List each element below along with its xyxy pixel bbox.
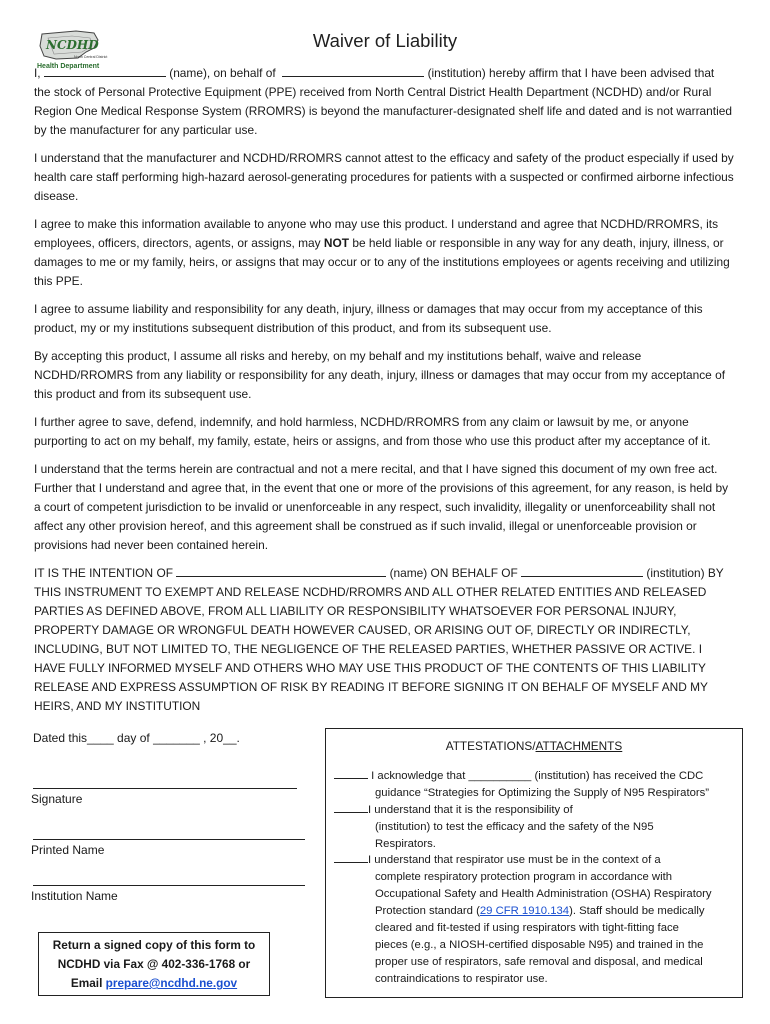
attestation-checkbox-2[interactable] (334, 801, 368, 813)
printed-name-label: Printed Name (31, 843, 105, 857)
name-blank[interactable] (44, 64, 166, 77)
paragraph-intention: IT IS THE INTENTION OF (name) ON BEHALF OF (institution) BY THIS INSTRUMENT TO EXEMPT AND RELEASE NCDHD/RROMRS AND ALL OTHER RELATED ENTITIES AND RELEASED PARTIES AS DEFINED ABOVE, FROM ALL LIABILITY OR RESPONSIBILITY WHATSOEVER FOR PERSONAL INJURY, PROPERTY DAMAGE OR WRONGFUL DEATH HOWEVER CAUSED, OR ARISING OUT OF, DIRECTLY OR INDIRECTLY, INCLUDING, BUT NOT LIMITED TO, THE NEGLIGENCE OF THE RELEASED PARTIES, WHETHER PASSIVE OR ACTIVE. I HAVE FULLY INFORMED MYSELF AND OTHERS WHO MAY USE THIS PRODUCT OF THE CONTENTS OF THIS LIABILITY RELEASE AND EXPRESS ASSUMPTION OF RISK BY READING IT BEFORE SIGNING IT ON BEHALF OF MYSELF AND MY HEIRS, AND MY INSTITUTION (34, 566, 724, 713)
attestations-box (325, 728, 743, 998)
paragraph-indemnify: I further agree to save, defend, indemnify, and hold harmless, NCDHD/RROMRS from any claim or lawsuit by me, or anyone purporting to act on my behalf, my family, estate, heirs or assigns, and from those who use this product after my acceptance of it. (34, 415, 711, 448)
paragraph-agreement: I agree to make this information available to anyone who may use this product. I understand and agree that NCDHD/RROMRS, its employees, officers, directors, agents, or assigns, may NOT be held liable or responsible in any way for any death, injury, illness, or damages to me or my family, heirs, or assigns that may occur or to any of the institutions employees or agents receiving and utilizing this PPE. (34, 217, 730, 288)
page-title: Waiver of Liability (312, 30, 458, 51)
return-line-3: Email prepare@ncdhd.ne.gov (70, 976, 238, 990)
paragraph-affirmation: I, (name), on behalf of (institution) hereby affirm that I have been advised that the stock of Personal Protective Equipment (PPE) received from North Central District Health Department (NCDHD) and/or Rural Region One Medical Response System (RROMRS) is beyond the manufacturer-designated shelf life and dated and is not warrantied by the manufacturer for any particular use. (34, 66, 732, 137)
signature-line[interactable] (33, 788, 297, 789)
waiver-body (34, 64, 734, 725)
email-link[interactable]: prepare@ncdhd.ne.gov (105, 976, 238, 990)
attestation-item-respirator: I understand that respirator use must be in the context of a complete respiratory protection program in accordance with Occupational Safety and Health Administration (OSHA) Respiratory Protection standard (29 CFR 1910.134). Staff should be medically cleared and fit-tested if using respirators with tight-fitting face pieces (e.g., a NIOSH-certified disposable N95) and trained in the proper use of respirators, safe removal and disposal, and medical contraindications to respirator use. (334, 851, 734, 988)
printed-name-line[interactable] (33, 839, 305, 840)
logo-tagline: North Central District (74, 55, 108, 59)
institution-blank[interactable] (282, 64, 424, 77)
logo-dept: Health Department (37, 63, 100, 70)
paragraph-risks: By accepting this product, I assume all risks and hereby, on my behalf and my institutions behalf, waive and release NCDHD/RROMRS from any liability or responsibility for any death, injury, illness or damages that may occur from my acceptance of this product and from its subsequent use. (34, 349, 726, 401)
dated-line[interactable]: Dated this____ day of _______ , 20__. (33, 731, 240, 745)
return-line-1: Return a signed copy of this form to (52, 938, 256, 952)
attestation-checkbox-1[interactable] (334, 767, 368, 779)
intention-name-blank[interactable] (176, 564, 386, 577)
return-instructions-box (38, 932, 270, 996)
paragraph-manufacturer: I understand that the manufacturer and NCDHD/RROMRS cannot attest to the efficacy and safety of the product especially if used by health care staff performing high-hazard aerosol-generating procedures for patients with a suspected or confirmed airborne infectious disease. (34, 151, 734, 203)
attestation-item-cdc: I acknowledge that __________ (institution) has received the CDC guidance “Strategies for Optimizing the Supply of N95 Respirators” (334, 767, 734, 802)
attestation-checkbox-3[interactable] (334, 851, 368, 863)
intention-institution-blank[interactable] (521, 564, 643, 577)
logo-name: NCDHD (46, 38, 99, 52)
signature-label: Signature (31, 792, 83, 806)
return-line-2: NCDHD via Fax @ 402-336-1768 or (57, 957, 251, 971)
paragraph-liability: I agree to assume liability and responsibility for any death, injury, illness or damages that may occur from my acceptance of this product, my or my institutions subsequent distribution of this product, and from its subsequent use. (34, 302, 703, 335)
attestations-title: ATTESTATIONS/ATTACHMENTS (445, 739, 623, 753)
institution-name-line[interactable] (33, 885, 305, 886)
paragraph-contractual: I understand that the terms herein are contractual and not a mere recital, and that I have signed this document of my own free act. Further that I understand and agree that, in the event that one or more of the provisions of this agreement, for any reason, is held by a court of competent jurisdiction to be invalid or unenforceable in any respect, such invalidity, illegality or unenforceability shall not affect any other provision hereof, and this agreement shall be construed as if such invalid, illegal or unenforceable provision or provisions had never been contained herein. (34, 462, 729, 552)
cfr-link[interactable]: 29 CFR 1910.134 (479, 905, 570, 917)
institution-name-label: Institution Name (31, 889, 118, 903)
attestation-item-testing: I understand that it is the responsibility of (institution) to test the efficacy and the safety of the N95 Respirators. (334, 801, 734, 853)
